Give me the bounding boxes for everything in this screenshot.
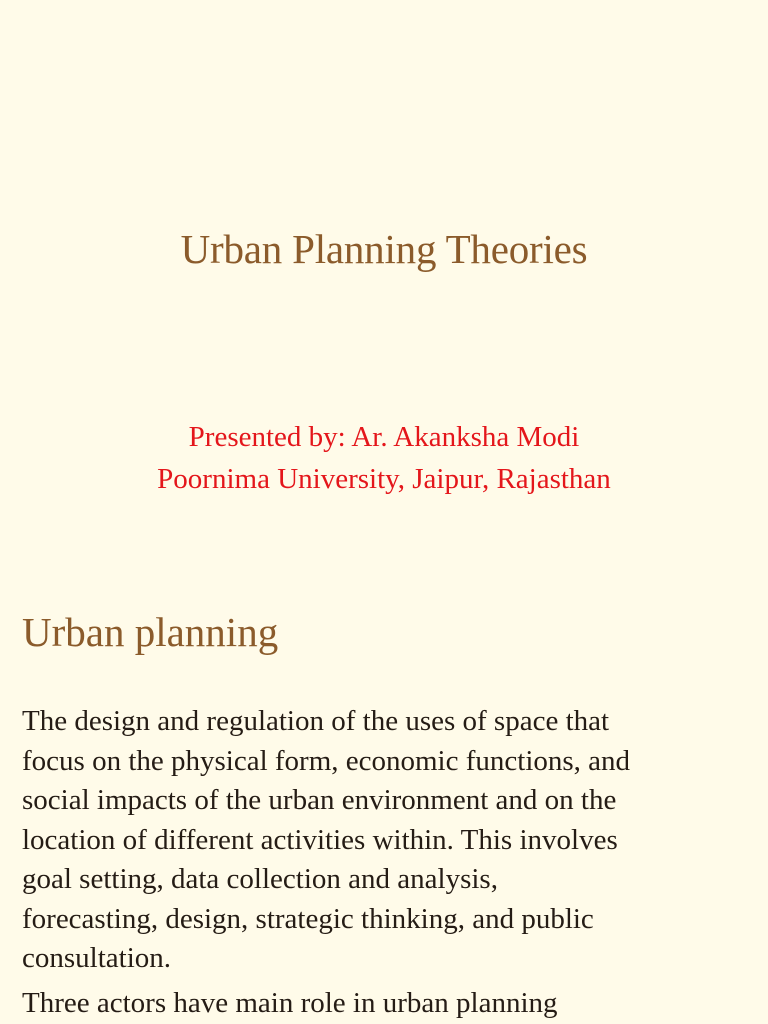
section-heading: Urban planning — [22, 609, 279, 655]
content-slide — [0, 590, 768, 1024]
presenter-affiliation: Poornima University, Jaipur, Rajasthan — [157, 463, 611, 495]
presenter-block — [0, 416, 768, 500]
definition-paragraph: The design and regulation of the uses of space that focus on the physical form, economic functions, and social impacts of the urban environment and on the location of different activities within. This involves goal setting, data collection and analysis, forecasting, design, strategic thinking, and public consultation. — [22, 705, 631, 974]
actors-paragraph: Three actors have main role in urban planning — [22, 987, 558, 1019]
presentation-title: Urban Planning Theories — [180, 226, 588, 272]
presenter-name: Presented by: Ar. Akanksha Modi — [188, 421, 580, 453]
